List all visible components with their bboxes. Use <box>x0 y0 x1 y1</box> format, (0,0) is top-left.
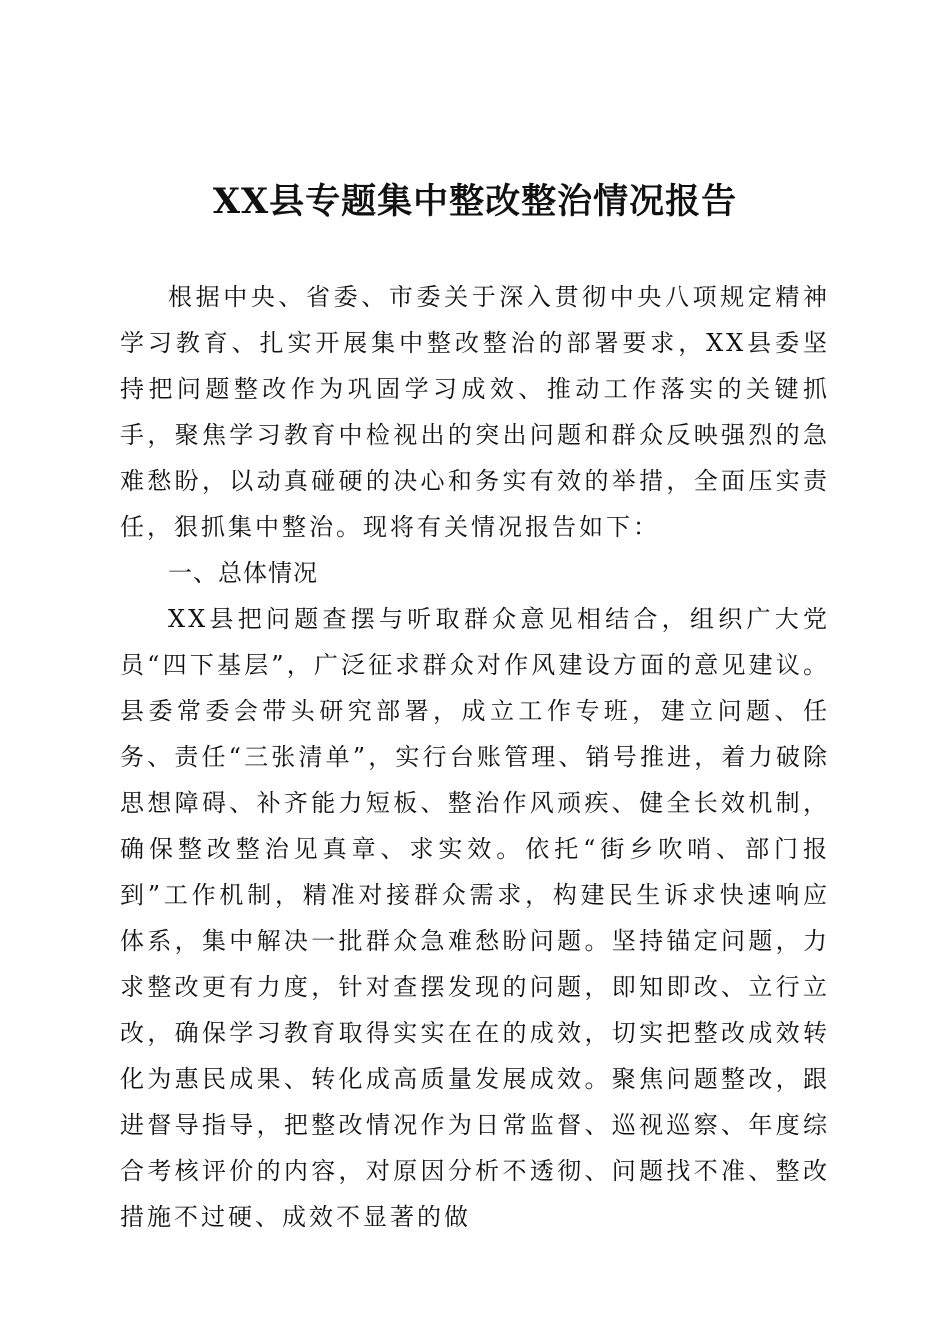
section-paragraph-overall: XX县把问题查摆与听取群众意见相结合，组织广大党员“四下基层”，广泛征求群众对作风建设方面的意见建议。县委常委会带头研究部署，成立工作专班，建立问题、任务、责任“三张清单”，实行台账管理、销号推进，着力破除思想障碍、补齐能力短板、整治作风顽疾、健全长效机制，确保整改整治见真章、求实效。依托“街乡吹哨、部门报到”工作机制，精准对接群众需求，构建民生诉求快速响应体系，集中解决一批群众急难愁盼问题。坚持锚定问题，力求整改更有力度，针对查摆发现的问题，即知即改、立行立改，确保学习教育取得实实在在的成效，切实把整改成效转化为惠民成果、转化成高质量发展成效。聚焦问题整改，跟进督导指导，把整改情况作为日常监督、巡视巡察、年度综合考核评价的内容，对原因分析不透彻、问题找不准、整改措施不过硬、成效不显著的做 <box>120 605 830 1231</box>
intro-paragraph: 根据中央、省委、市委关于深入贯彻中央八项规定精神学习教育、扎实开展集中整改整治的部署要求，XX县委坚持把问题整改作为巩固学习成效、推动工作落实的关键抓手，聚焦学习教育中检视出的突出问题和群众反映强烈的急难愁盼，以动真碰硬的决心和务实有效的举措，全面压实责任，狠抓集中整治。现将有关情况报告如下： <box>120 283 830 541</box>
document-body <box>120 274 830 1240</box>
section-heading-overall: 一、总体情况 <box>168 559 318 587</box>
document-title: XX县专题集中整改整治情况报告 <box>212 181 738 222</box>
